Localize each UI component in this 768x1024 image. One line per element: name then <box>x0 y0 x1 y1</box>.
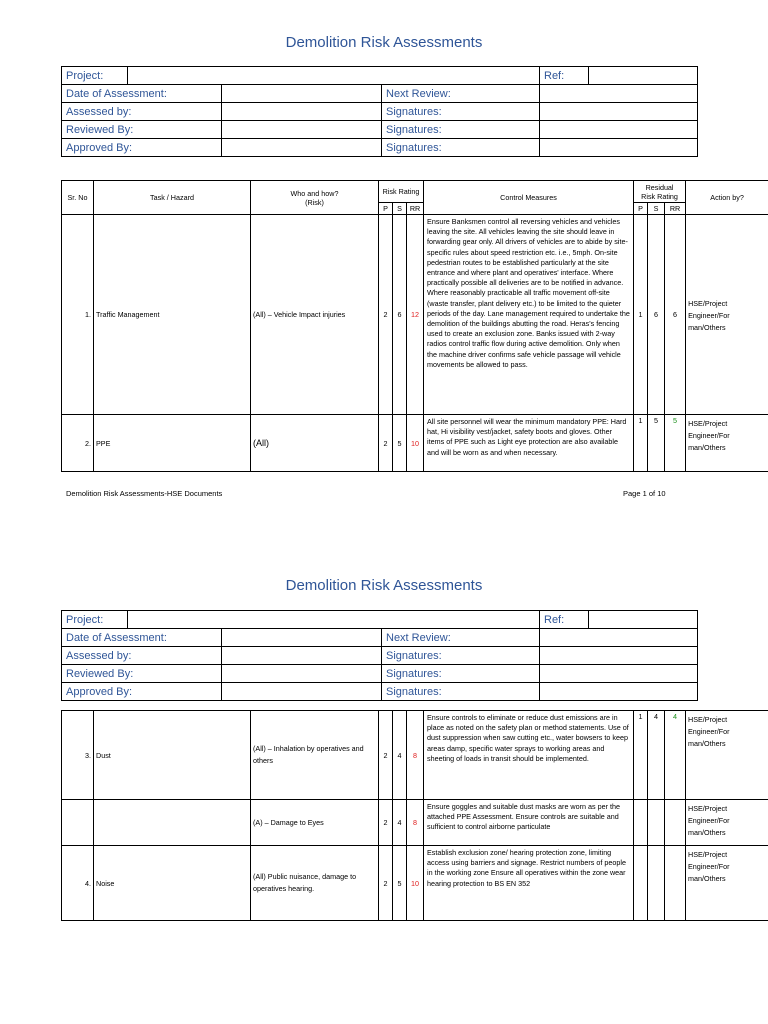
date-value[interactable] <box>222 85 382 103</box>
residual-p-cell: 1 <box>634 415 648 472</box>
residual-s-cell <box>648 800 665 846</box>
rr-cell: 10 <box>407 846 424 921</box>
next-review-value[interactable] <box>540 629 698 647</box>
signatures-label: Signatures: <box>382 103 540 121</box>
risk-rating-header: Risk Rating <box>379 181 424 203</box>
signatures-value[interactable] <box>540 647 698 665</box>
page-title: Demolition Risk Assessments <box>285 577 483 594</box>
s-cell: 5 <box>393 415 407 472</box>
table-row <box>62 711 768 800</box>
residual-s-cell <box>648 846 665 921</box>
ref-label: Ref: <box>540 67 589 85</box>
reviewed-value[interactable] <box>222 665 382 683</box>
task-cell <box>94 800 251 846</box>
signatures-label: Signatures: <box>382 683 540 701</box>
residual-p-cell: 1 <box>634 215 648 415</box>
date-label: Date of Assessment: <box>62 85 222 103</box>
signatures-value[interactable] <box>540 103 698 121</box>
date-label: Date of Assessment: <box>62 629 222 647</box>
footer-document-name: Demolition Risk Assessments-HSE Documents <box>66 489 223 498</box>
s-cell: 4 <box>393 800 407 846</box>
assessment-header-form <box>61 610 698 701</box>
control-cell: All site personnel will wear the minimum mandatory PPE: Hard hat, Hi visibility vest/jacket, safety boots and gloves. Other items of PPE such as Light eye protection are also available and will be worn as and when necessary. <box>424 415 634 472</box>
signatures-label: Signatures: <box>382 139 540 157</box>
s-cell: 4 <box>393 711 407 800</box>
action-cell: HSE/Project Engineer/For man/Others <box>686 846 768 921</box>
action-cell: HSE/Project Engineer/For man/Others <box>686 711 768 800</box>
who-header: Who and how? (Risk) <box>251 181 379 215</box>
page-title: Demolition Risk Assessments <box>285 34 483 51</box>
next-review-label: Next Review: <box>382 629 540 647</box>
signatures-label: Signatures: <box>382 647 540 665</box>
p-cell: 2 <box>379 415 393 472</box>
sr-cell: 1. <box>62 215 94 415</box>
reviewed-label: Reviewed By: <box>62 121 222 139</box>
residual-rr-cell <box>665 800 686 846</box>
signatures-value[interactable] <box>540 121 698 139</box>
s-header: S <box>393 203 407 215</box>
who-cell: (All) – Inhalation by operatives and others <box>251 711 379 800</box>
sr-cell: 2. <box>62 415 94 472</box>
rr-header: RR <box>407 203 424 215</box>
residual-p-cell <box>634 800 648 846</box>
residual-rr-cell: 5 <box>665 415 686 472</box>
assessed-label: Assessed by: <box>62 103 222 121</box>
next-review-label: Next Review: <box>382 85 540 103</box>
rr-cell: 10 <box>407 415 424 472</box>
signatures-value[interactable] <box>540 665 698 683</box>
next-review-value[interactable] <box>540 85 698 103</box>
control-cell: Ensure goggles and suitable dust masks are worn as per the attached PPE Assessment. Ensure controls are suitable and sufficient to control airborne particulate <box>424 800 634 846</box>
p-cell: 2 <box>379 215 393 415</box>
p-cell: 2 <box>379 800 393 846</box>
residual-s-cell: 4 <box>648 711 665 800</box>
table-row <box>62 846 768 921</box>
approved-value[interactable] <box>222 139 382 157</box>
ref-label: Ref: <box>540 611 589 629</box>
s-cell: 6 <box>393 215 407 415</box>
approved-label: Approved By: <box>62 139 222 157</box>
assessment-header-form <box>61 66 698 157</box>
rr-cell: 12 <box>407 215 424 415</box>
p-header: P <box>379 203 393 215</box>
assessed-value[interactable] <box>222 103 382 121</box>
sr-cell <box>62 800 94 846</box>
action-cell: HSE/Project Engineer/For man/Others <box>686 800 768 846</box>
risk-assessment-table <box>61 710 768 921</box>
residual-header: Residual Risk Rating <box>634 181 686 203</box>
ref-value[interactable] <box>589 67 698 85</box>
date-value[interactable] <box>222 629 382 647</box>
table-row <box>62 800 768 846</box>
residual-p-cell: 1 <box>634 711 648 800</box>
task-header: Task / Hazard <box>94 181 251 215</box>
residual-rr-cell: 6 <box>665 215 686 415</box>
assessed-label: Assessed by: <box>62 647 222 665</box>
signatures-label: Signatures: <box>382 121 540 139</box>
risk-assessment-table <box>61 180 768 472</box>
residual-s-header: S <box>648 203 665 215</box>
sr-cell: 4. <box>62 846 94 921</box>
rr-cell: 8 <box>407 800 424 846</box>
who-cell: (All) <box>251 415 379 472</box>
residual-rr-cell: 4 <box>665 711 686 800</box>
who-cell: (A) – Damage to Eyes <box>251 800 379 846</box>
project-label: Project: <box>62 67 128 85</box>
residual-p-cell <box>634 846 648 921</box>
footer-page-number: Page 1 of 10 <box>623 489 666 498</box>
project-value[interactable] <box>128 67 540 85</box>
p-cell: 2 <box>379 711 393 800</box>
project-value[interactable] <box>128 611 540 629</box>
reviewed-value[interactable] <box>222 121 382 139</box>
sr-cell: 3. <box>62 711 94 800</box>
task-cell: Dust <box>94 711 251 800</box>
signatures-value[interactable] <box>540 139 698 157</box>
residual-s-cell: 5 <box>648 415 665 472</box>
ref-value[interactable] <box>589 611 698 629</box>
project-label: Project: <box>62 611 128 629</box>
table-row <box>62 215 768 415</box>
approved-label: Approved By: <box>62 683 222 701</box>
action-header: Action by? <box>686 181 768 215</box>
p-cell: 2 <box>379 846 393 921</box>
s-cell: 5 <box>393 846 407 921</box>
table-row <box>62 415 768 472</box>
assessed-value[interactable] <box>222 647 382 665</box>
residual-rr-header: RR <box>665 203 686 215</box>
task-cell: PPE <box>94 415 251 472</box>
sr-no-header: Sr. No <box>62 181 94 215</box>
signatures-value[interactable] <box>540 683 698 701</box>
control-cell: Ensure controls to eliminate or reduce dust emissions are in place as noted on the safety plan or method statements. Use of dust suppression when saw cutting etc., water bowsers to keep areas damp, specific water sprays to working areas and sheeting of loads in transit should be implemented. <box>424 711 634 800</box>
task-cell: Noise <box>94 846 251 921</box>
who-cell: (All) – Vehicle Impact injuries <box>251 215 379 415</box>
control-cell: Ensure Banksmen control all reversing vehicles and vehicles leaving the site. All vehicles leaving the site should leave in forwarding gear only. All drivers of vehicles are to abide by site-specific rules about speed restriction etc. i.e., 5mph. On-site pedestrian routes to be established particularly at the site entrance and where plant and operatives' interface. Where practically possible all deliveries are to be notified in advance. Where reasonably practicable all traffic movement off-site (waste transfer, plant delivery etc.) to be limited to the quieter periods of the day. Lane management required to undertake the demolition of the buildings abutting the road. Heras's fencing used to create an exclusion zone. Banks issued with 2-way radios control traffic flow during active demolition. Only when the machine driver confirms safe vehicle passage will vehicle movements be allowed to pass. <box>424 215 634 415</box>
reviewed-label: Reviewed By: <box>62 665 222 683</box>
control-header: Control Measures <box>424 181 634 215</box>
approved-value[interactable] <box>222 683 382 701</box>
control-cell: Establish exclusion zone/ hearing protection zone, limiting access using barriers and signage. Restrict numbers of people in the working zone Ensure all operatives within the zone wear hearing protection to BS EN 352 <box>424 846 634 921</box>
residual-rr-cell <box>665 846 686 921</box>
task-cell: Traffic Management <box>94 215 251 415</box>
residual-s-cell: 6 <box>648 215 665 415</box>
who-cell: (All) Public nuisance, damage to operatives hearing. <box>251 846 379 921</box>
signatures-label: Signatures: <box>382 665 540 683</box>
rr-cell: 8 <box>407 711 424 800</box>
residual-p-header: P <box>634 203 648 215</box>
action-cell: HSE/Project Engineer/For man/Others <box>686 415 768 472</box>
action-cell: HSE/Project Engineer/For man/Others <box>686 215 768 415</box>
